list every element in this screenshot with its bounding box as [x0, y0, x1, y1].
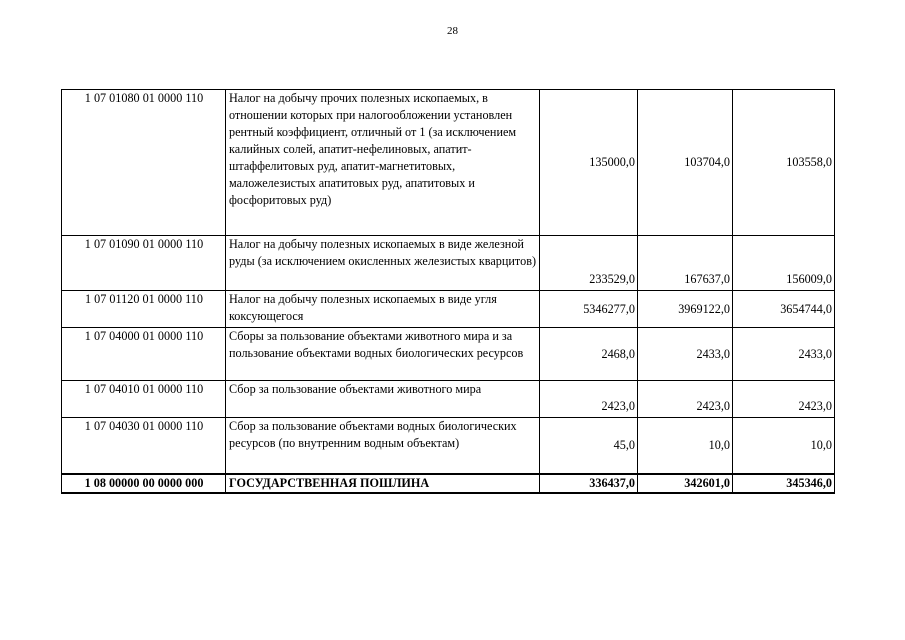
- value-year-1: 233529,0: [540, 236, 638, 291]
- kbk-code: 1 07 01080 01 0000 110: [62, 90, 226, 236]
- value-year-1: 336437,0: [540, 474, 638, 493]
- revenue-name: Сборы за пользование объектами животного мира и за пользование объектами водных биологических ресурсов: [226, 328, 540, 381]
- value-year-2: 3969122,0: [638, 291, 733, 328]
- budget-table: [61, 89, 835, 494]
- revenue-name: Налог на добычу полезных ископаемых в виде железной руды (за исключением окисленных железистых кварцитов): [226, 236, 540, 291]
- value-year-3: 10,0: [733, 418, 835, 474]
- page-number: 28: [447, 25, 458, 37]
- kbk-code: 1 08 00000 00 0000 000: [62, 474, 226, 493]
- kbk-code: 1 07 01090 01 0000 110: [62, 236, 226, 291]
- kbk-code: 1 07 04000 01 0000 110: [62, 328, 226, 381]
- table-row: [62, 418, 835, 474]
- table-row: [62, 236, 835, 291]
- value-year-2: 10,0: [638, 418, 733, 474]
- value-year-3: 156009,0: [733, 236, 835, 291]
- value-year-3: 2423,0: [733, 381, 835, 418]
- table-row: [62, 381, 835, 418]
- value-year-3: 3654744,0: [733, 291, 835, 328]
- kbk-code: 1 07 01120 01 0000 110: [62, 291, 226, 328]
- value-year-3: 345346,0: [733, 474, 835, 493]
- value-year-2: 342601,0: [638, 474, 733, 493]
- value-year-1: 2423,0: [540, 381, 638, 418]
- value-year-1: 135000,0: [540, 90, 638, 236]
- table-row: [62, 291, 835, 328]
- revenue-name: Налог на добычу полезных ископаемых в виде угля коксующегося: [226, 291, 540, 328]
- value-year-2: 103704,0: [638, 90, 733, 236]
- value-year-1: 2468,0: [540, 328, 638, 381]
- table-row-total: [62, 474, 835, 493]
- value-year-2: 2433,0: [638, 328, 733, 381]
- value-year-1: 45,0: [540, 418, 638, 474]
- table-row: [62, 328, 835, 381]
- value-year-3: 2433,0: [733, 328, 835, 381]
- value-year-2: 167637,0: [638, 236, 733, 291]
- table-row: [62, 90, 835, 236]
- revenue-name: ГОСУДАРСТВЕННАЯ ПОШЛИНА: [226, 474, 540, 493]
- value-year-2: 2423,0: [638, 381, 733, 418]
- revenue-name: Налог на добычу прочих полезных ископаемых, в отношении которых при налогообложении установлен рентный коэффициент, отличный от 1 (за исключением калийных солей, апатит-нефелиновых, апатит-штаффелитовых руд, апатит-магнетитовых, маложелезистых апатитовых руд, апатитовых и фосфоритовых руд): [226, 90, 540, 236]
- kbk-code: 1 07 04010 01 0000 110: [62, 381, 226, 418]
- value-year-3: 103558,0: [733, 90, 835, 236]
- kbk-code: 1 07 04030 01 0000 110: [62, 418, 226, 474]
- revenue-name: Сбор за пользование объектами водных биологических ресурсов (по внутренним водным объектам): [226, 418, 540, 474]
- revenue-name: Сбор за пользование объектами животного мира: [226, 381, 540, 418]
- value-year-1: 5346277,0: [540, 291, 638, 328]
